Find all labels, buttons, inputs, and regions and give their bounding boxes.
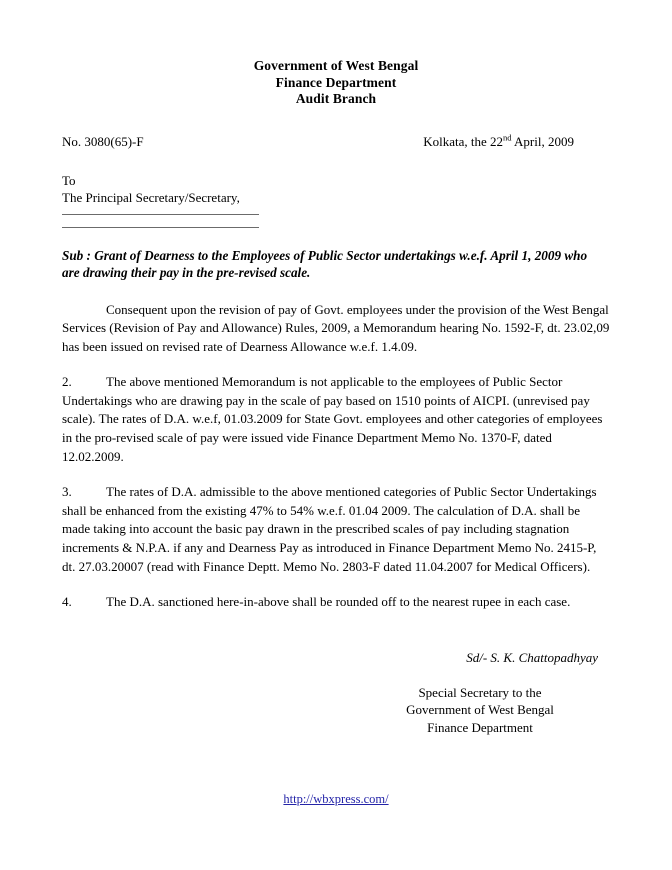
paragraph-3-text: The rates of D.A. admissible to the above mentioned categories of Public Sector Undertakings shall be enhanced from the existing 47% to 54% w.e.f. 01.04 2009. The calculation of D.A. shall be made taking into account the basic pay drawn in the prescribed scales of pay including stagnation increments & N.P.A. if any and Dearness Pay as introduced in Finance Department Memo No. 2415-P, dt. 27.03.20007 (read with Finance Deptt. Memo No. 2803-F dated 11.04.2007 for Medical Officers). — [62, 484, 597, 574]
addressee-recipient: The Principal Secretary/Secretary, — [62, 190, 240, 205]
footer — [0, 790, 672, 808]
paragraph-3 — [62, 483, 610, 576]
paragraph-3-number: 3. — [62, 484, 72, 500]
signatory-designation — [362, 684, 598, 737]
letterhead — [62, 58, 610, 108]
addressee-blank-lines — [62, 214, 610, 228]
source-website-link[interactable]: http://wbxpress.com/ — [283, 792, 389, 806]
letterhead-line-department: Finance Department — [275, 74, 397, 90]
designation-line-3: Finance Department — [427, 719, 533, 735]
paragraph-4-text: The D.A. sanctioned here-in-above shall be rounded off to the nearest rupee in each case. — [106, 594, 571, 610]
signatory-name: Sd/- S. K. Chattopadhyay — [466, 649, 598, 665]
memo-number: No. 3080(65)-F — [62, 133, 144, 149]
place-date-rest: April, 2009 — [511, 133, 574, 149]
blank-rule-1 — [62, 214, 259, 215]
subject-line: Sub : Grant of Dearness to the Employees of Public Sector undertakings w.e.f. April 1, 2009 who are drawing their pay in the pre-revised scale. — [62, 247, 588, 280]
reference-row — [62, 133, 610, 150]
addressee-to-label: To — [62, 172, 76, 188]
designation-line-2: Government of West Bengal — [406, 702, 554, 718]
paragraph-1: Consequent upon the revision of pay of Govt. employees under the provision of the West Bengal Services (Revision of Pay and Allowance) Rules, 2009, a Memorandum hearing No. 1592-F, dt. 23.02,09 has been issued on revised rate of Dearness Allowance w.e.f. 1.4.09. — [62, 301, 610, 354]
place-date-prefix: Kolkata, the 22 — [423, 133, 504, 149]
paragraph-2 — [62, 373, 610, 466]
designation-line-1: Special Secretary to the — [418, 684, 542, 700]
paragraph-2-text: The above mentioned Memorandum is not applicable to the employees of Public Sector Undertakings who are drawing pay in the scale of pay based on 1510 points of AICPI. (unrevised pay scale). The rates of D.A. w.e.f, 01.03.2009 for State Govt. employees and other categories of employees in the pro-revised scale of pay were issued vide Finance Department Memo No. 1370-F, dated 12.02.2009. — [62, 374, 603, 464]
addressee-block — [62, 172, 610, 228]
paragraph-4 — [62, 593, 610, 612]
date-ordinal-suffix: nd — [503, 132, 512, 143]
blank-rule-2 — [62, 227, 259, 228]
paragraph-2-number: 2. — [62, 374, 72, 390]
document-body — [62, 58, 610, 736]
place-and-date — [423, 133, 610, 150]
letterhead-line-branch: Audit Branch — [295, 91, 377, 106]
paragraph-4-number: 4. — [62, 594, 72, 610]
letterhead-line-government: Government of West Bengal — [253, 58, 419, 73]
